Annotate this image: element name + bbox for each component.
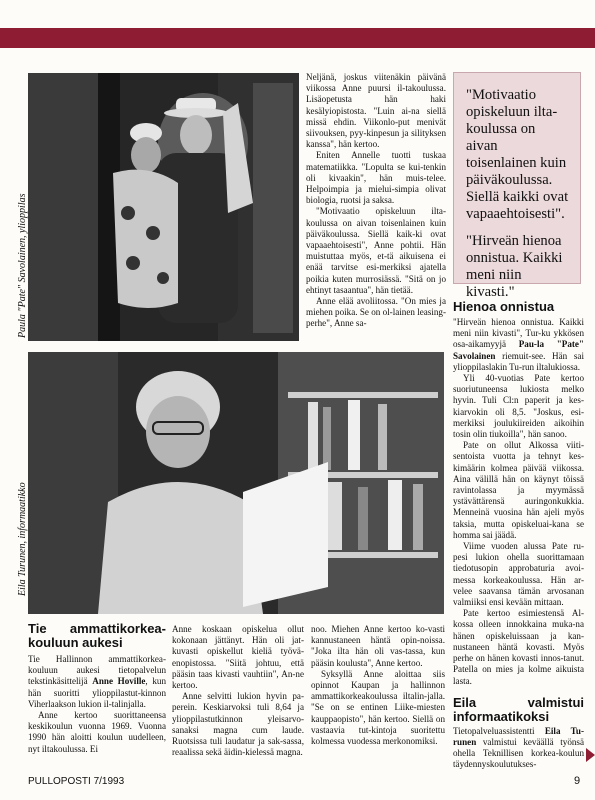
photo-image <box>28 73 299 341</box>
section-heading: Hienoa onnistua <box>453 299 555 314</box>
text-run: riemuit-see. Hän sai ylioppilaslakin Tu-run iltalukiossa. <box>453 350 584 372</box>
text-run: , kun hän suoritti ylioppilastut-kinnon Viherlaakson lukion il-talinjalla. <box>28 676 166 709</box>
photo-eila-turunen <box>28 352 444 614</box>
person-name: Eila Tu-runen <box>453 725 584 747</box>
page-number: 9 <box>574 775 581 787</box>
paragraph <box>28 654 166 710</box>
text-run: Tietopalveluassistentti <box>453 725 545 736</box>
paragraph: Eniten Annelle tuotti tuskaa matematiikka. "Lopulta se kui-tenkin oli kivaakin", hän muis-telee. Helpoimpia ja mielui-simpia olivat biologia, ruotsi ja saksa. <box>306 150 446 206</box>
section-heading: Eila valmistui informaatikoksi <box>453 694 584 724</box>
article-column-bottom-middle <box>172 624 304 758</box>
text-run: Tie Hallinnon ammattikorkea-kouluun aukesi tietopalvelun tekstinkäsittelijä <box>28 654 166 687</box>
paragraph <box>453 317 584 373</box>
paragraph: Pate kertoo esimiestensä Al-kossa olleen innokkaina muka-na hänen opiskeluissaan ja kan-nustaneen häntä kovasti. Myös perhe on hänen kovasti innos-tanut. Patella on mies ja kolme aikuista lasta. <box>453 608 584 686</box>
person-name: Pau-la "Pate" Savolainen <box>453 339 584 361</box>
paragraph: Pate on ollut Alkossa viiti-sentoista vuotta ja tehnyt kes-kimäärin kolmea päivää viikossa. Aina välillä hän on käynyt töissä ravintolassa ja myymässä ystävättärensä auringonkukkia. Menneinä vuosina hän ajeli myös taksia, mutta opiskeluai-kana se homma sai jäädä. <box>453 440 584 540</box>
text-run: "Hirveän hienoa onnistua. Kaikki meni niin kivasti", Tur-ku ykkösen osa-aikamyyjä <box>453 317 584 350</box>
pull-quote-text: "Motivaatio opiskeluun ilta-koulussa on aivan toisenlainen kuin päiväkoulussa. Siellä kaikki ovat vapaaehtoisesti". <box>466 87 569 222</box>
article-heading: Tie ammattikorkea-kouluun aukesi <box>28 621 166 650</box>
paragraph: Neljänä, joskus viitenäkin päivänä viikossa Anne puursi il-takoulussa. Lisäopetusta hän haki kesälyiopistosta. "Luin ai-na siellä missä ehdin. Viikonlo-put menivät siivouksen, pyy-kinpesun ja silityksen kanssa", hän kertoo. <box>306 72 446 150</box>
paragraph: Anne selvitti lukion hyvin pa-perein. Keskiarvoksi tuli 8,64 ja ylioppilastutkinnon yleisarvo-sanaksi magna cum laude. Ruotsissa tuli laudatur ja sak-sassa, reaalissa sekä äidin-kielessä magna. <box>172 691 304 758</box>
continue-arrow-icon <box>586 748 595 762</box>
article-column-bottom-right <box>311 624 445 747</box>
paragraph: Anne elää avoliitossa. "On mies ja miehen poika. Se on ol-lainen leasing-perhe", Anne sa- <box>306 296 446 329</box>
paragraph <box>453 726 584 771</box>
text-run: valmistui keväällä työnsä ohella Teknillisen korkea-koulun täydennyskoulutukses- <box>453 736 584 770</box>
article-column-middle-top <box>306 72 446 330</box>
pull-quote-box <box>453 72 581 300</box>
paragraph: Viime vuoden alussa Pate ru-pesi lukion ohella suorittamaan tiedotusopin approbaturia avoi-messa korkeakoulussa. Hän ar-velee saavansa tämän arvosanan valmiiksi ensi kevään mittaan. <box>453 541 584 608</box>
photo-image <box>28 352 444 614</box>
article-column-right <box>453 300 584 771</box>
photo-pate-savolainen <box>28 73 299 341</box>
pull-quote-text: "Hirveän hienoa onnistua. Kaikki meni niin kivasti." <box>466 233 563 300</box>
footer-publication: PULLOPOSTI 7/1993 <box>28 776 125 787</box>
paragraph: Yli 40-vuotias Pate kertoo suoriutuneensa lukiosta melko hyvin. Tuli Cl:n paperit ja kes-kiarvokin oli 8,5. "Joskus, esi-merkiksi joulukiireiden aikoihin tosin olin tiukoilla", hän sanoo. <box>453 373 584 440</box>
header-band <box>0 28 595 48</box>
paragraph: "Motivaatio opiskeluun ilta-koulussa on aivan toisenlainen kuin päiväkoulussa. Siellä kaik-ki ovat vapaaehtoisesti", Anne pohtii. Hän muistuttaa myös, et-tä aikuisena ei enää tarvitse esi-merkiksi ajatella poikia kuten murrosiässä. "Sitä on jo ehtinyt tasaantua", hän tietää. <box>306 206 446 295</box>
photo2-caption: Eila Turunen, informaatikko <box>17 482 28 596</box>
person-name: Anne Hoville <box>92 676 146 687</box>
paragraph: noo. Miehen Anne kertoo ko-vasti kannustaneen häntä opin-noissa. "Joka ilta hän oli vas-tassa, kun pääsin koulusta", Anne kertoo. <box>311 624 445 668</box>
paragraph: Syksyllä Anne aloittaa siis opinnot Kaupan ja hallinnon ammattikorkeakoulussa iltalin-jalla. "Se on se entinen Liike-miesten kauppaopisto", hän kertoo. Siellä on vastaavia tut-kintoja suoritettu kolmessa vuodessa merkonomiksi. <box>311 668 445 747</box>
paragraph: Anne kertoo suorittaneensa keskikoulun vuonna 1969. Vuonna 1990 hän aloitti koulun uudelleen, nyt iltakoulussa. Ei <box>28 710 166 754</box>
article-column-bottom-left <box>28 622 166 755</box>
photo1-caption: Paula "Pate" Savolainen, ylioppilas <box>17 193 28 338</box>
paragraph: Anne koskaan opiskelua ollut kokonaan jättänyt. Hän oli jat-kuvasti opiskellut kieliä työvä-enopistossa. "Siitä johtuu, että pääsin taas kivasti vauhtiin", An-ne kertoo. <box>172 624 304 691</box>
